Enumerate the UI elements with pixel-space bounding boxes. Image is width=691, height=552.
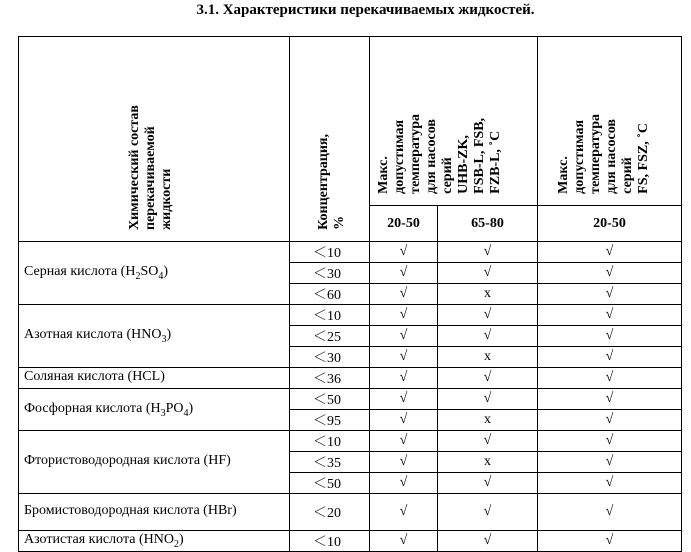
concentration-cell: ＜50 bbox=[290, 389, 370, 410]
temp-fs-cell: √ bbox=[538, 431, 682, 452]
temp-uhb-low-cell: √ bbox=[370, 531, 438, 552]
liquid-name: Фосфорная кислота $(H_3PO_4)$ bbox=[19, 389, 290, 431]
temp-fs-cell: √ bbox=[538, 531, 682, 552]
temp-uhb-high-cell: √ bbox=[438, 494, 538, 531]
temp-fs-cell: √ bbox=[538, 368, 682, 389]
liquid-name: Соляная кислота (HCL) bbox=[19, 368, 290, 389]
temp-uhb-low-cell: √ bbox=[370, 431, 438, 452]
temp-uhb-high-cell: x bbox=[438, 284, 538, 305]
concentration-cell: ＜20 bbox=[290, 494, 370, 531]
temp-fs-cell: √ bbox=[538, 389, 682, 410]
concentration-cell: ＜95 bbox=[290, 410, 370, 431]
temp-uhb-low-cell: √ bbox=[370, 473, 438, 494]
temp-uhb-low-cell: √ bbox=[370, 263, 438, 284]
range-col3: 20-50 bbox=[538, 206, 682, 242]
concentration-cell: ＜30 bbox=[290, 347, 370, 368]
temp-fs-cell: √ bbox=[538, 494, 682, 531]
concentration-cell: ＜36 bbox=[290, 368, 370, 389]
temp-uhb-high-cell: √ bbox=[438, 389, 538, 410]
temp-uhb-high-cell: √ bbox=[438, 368, 538, 389]
temp-uhb-low-cell: √ bbox=[370, 284, 438, 305]
temp-fs-cell: √ bbox=[538, 326, 682, 347]
temp-fs-cell: √ bbox=[538, 347, 682, 368]
temp-fs-cell: √ bbox=[538, 410, 682, 431]
table-row bbox=[19, 494, 682, 531]
temp-uhb-high-cell: √ bbox=[438, 305, 538, 326]
concentration-cell: ＜50 bbox=[290, 473, 370, 494]
concentration-cell: ＜25 bbox=[290, 326, 370, 347]
concentration-cell: ＜10 bbox=[290, 242, 370, 263]
header-max-temp-uhb: Макс. допустимая температура для насосов серий UHB-ZK, FSB-L, FSB, FZB-L, ˚C bbox=[370, 37, 538, 206]
liquid-name: Бромистоводородная кислота (HBr) bbox=[19, 494, 290, 531]
temp-fs-cell: √ bbox=[538, 452, 682, 473]
temp-uhb-high-cell: √ bbox=[438, 473, 538, 494]
temp-uhb-high-cell: x bbox=[438, 410, 538, 431]
temp-uhb-high-cell: x bbox=[438, 347, 538, 368]
liquid-name: Азотистая кислота $(HNO_2)$ bbox=[19, 531, 290, 552]
temp-uhb-high-cell: √ bbox=[438, 531, 538, 552]
header-chem-composition: Химический состав перекачиваемой жидкости bbox=[19, 37, 290, 242]
range-col2: 65-80 bbox=[438, 206, 538, 242]
temp-fs-cell: √ bbox=[538, 473, 682, 494]
concentration-cell: ＜60 bbox=[290, 284, 370, 305]
temp-uhb-low-cell: √ bbox=[370, 347, 438, 368]
temp-fs-cell: √ bbox=[538, 242, 682, 263]
table-row bbox=[19, 389, 682, 410]
temp-uhb-high-cell: √ bbox=[438, 242, 538, 263]
table-row bbox=[19, 368, 682, 389]
table-row bbox=[19, 431, 682, 452]
liquid-name: Фтористоводородная кислота (HF) bbox=[19, 431, 290, 494]
liquid-name: Серная кислота $(H_2SO_4)$ bbox=[19, 242, 290, 305]
temp-uhb-low-cell: √ bbox=[370, 368, 438, 389]
table-row bbox=[19, 242, 682, 263]
concentration-cell: ＜35 bbox=[290, 452, 370, 473]
concentration-cell: ＜30 bbox=[290, 263, 370, 284]
temp-uhb-low-cell: √ bbox=[370, 389, 438, 410]
header-max-temp-fs: Макс. допустимая температура для насосов серий FS, FSZ, ˚C bbox=[538, 37, 682, 206]
temp-fs-cell: √ bbox=[538, 263, 682, 284]
temp-uhb-high-cell: √ bbox=[438, 263, 538, 284]
temp-uhb-low-cell: √ bbox=[370, 452, 438, 473]
temp-uhb-low-cell: √ bbox=[370, 494, 438, 531]
concentration-cell: ＜10 bbox=[290, 305, 370, 326]
liquids-table bbox=[18, 36, 682, 552]
temp-uhb-low-cell: √ bbox=[370, 305, 438, 326]
table-row bbox=[19, 305, 682, 326]
temp-fs-cell: √ bbox=[538, 284, 682, 305]
temp-uhb-high-cell: x bbox=[438, 452, 538, 473]
temp-uhb-high-cell: √ bbox=[438, 326, 538, 347]
temp-uhb-low-cell: √ bbox=[370, 326, 438, 347]
range-col1: 20-50 bbox=[370, 206, 438, 242]
temp-uhb-high-cell: √ bbox=[438, 431, 538, 452]
temp-fs-cell: √ bbox=[538, 305, 682, 326]
temp-uhb-low-cell: √ bbox=[370, 242, 438, 263]
liquid-name: Азотная кислота $(HNO_3)$ bbox=[19, 305, 290, 368]
concentration-cell: ＜10 bbox=[290, 431, 370, 452]
header-concentration: Концентрация, % bbox=[290, 37, 370, 242]
section-title: 3.1. Характеристики перекачиваемых жидкостей. bbox=[196, 2, 535, 18]
header-row bbox=[19, 37, 682, 206]
concentration-cell: ＜10 bbox=[290, 531, 370, 552]
temp-uhb-low-cell: √ bbox=[370, 410, 438, 431]
table-row bbox=[19, 531, 682, 552]
